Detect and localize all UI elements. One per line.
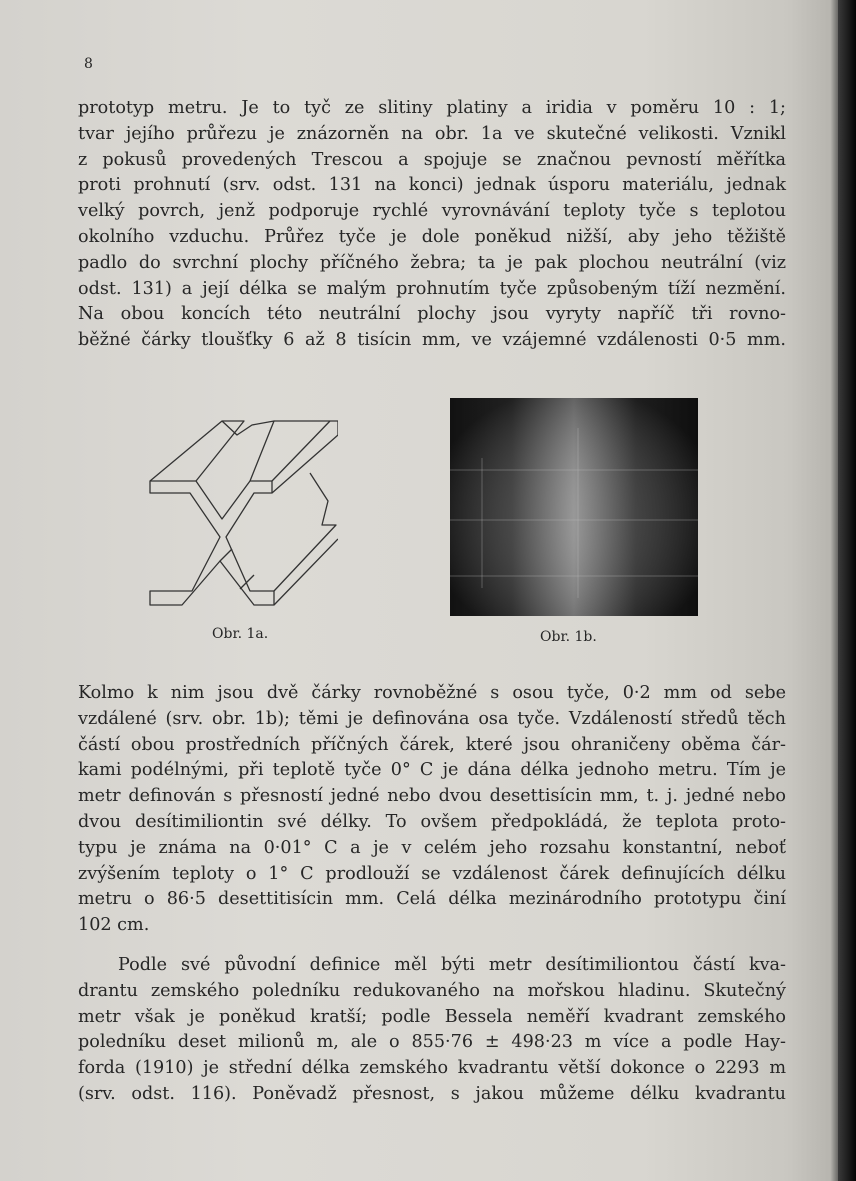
text-line: Kolmo k nim jsou dvě čárky rovnoběžné s osou tyče, 0·2 mm od sebe <box>78 683 786 703</box>
text-line: metru o 86·5 desettitisícin mm. Celá délka mezinárodního prototypu činí <box>78 889 786 910</box>
text-line: forda (1910) je střední délka zemského kvadrantu větší dokonce o 2293 m <box>78 1058 786 1079</box>
text-line: částí obou prostředních příčných čárek, které jsou ohraničeny oběma čár- <box>78 734 786 755</box>
text-line: drantu zemského poledníku redukovaného na mořskou hladinu. Skutečný <box>78 980 786 1001</box>
text-line: vzdálené (srv. obr. 1b); těmi je definována osa tyče. Vzdáleností středů těch <box>78 708 786 729</box>
book-spine-shadow <box>838 0 856 1181</box>
meter-marks-photo-figure <box>450 398 698 616</box>
text-line: padlo do svrchní plochy příčného žebra; ta je pak plochou neutrální (viz <box>78 252 786 273</box>
page-number: 8 <box>84 56 93 72</box>
text-line: 102 cm. <box>78 915 150 936</box>
text-line: běžné čárky tloušťky 6 až 8 tisícin mm, ve vzájemné vzdálenosti 0·5 mm. <box>78 330 786 351</box>
text-line: (srv. odst. 116). Poněvadž přesnost, s jakou můžeme délku kvadrantu <box>78 1083 786 1104</box>
text-line: Podle své původní definice měl býti metr desítimiliontou částí kva- <box>118 955 786 975</box>
text-line: proti prohnutí (srv. odst. 131 na konci) jednak úsporu materiálu, jednak <box>78 175 786 196</box>
figure-caption-1b: Obr. 1b. <box>540 629 597 645</box>
paragraph-1 <box>78 96 786 354</box>
figure-caption-1a: Obr. 1a. <box>212 626 269 642</box>
text-line: typu je známa na 0·01° C a je v celém jeho rozsahu konstantní, neboť <box>78 837 786 858</box>
paragraph-3 <box>78 953 786 1108</box>
text-line: Na obou koncích této neutrální plochy jsou vyryty napříč tři rovno- <box>78 304 786 325</box>
text-line: kami podélnými, při teplotě tyče 0° C je dána délka jednoho metru. Tím je <box>78 760 786 781</box>
text-line: okolního vzduchu. Průřez tyče je dole poněkud nižší, aby jeho těžiště <box>78 226 786 247</box>
text-line: odst. 131) a její délka se malým prohnutím tyče způsobeným tíží nezmění. <box>78 278 786 299</box>
text-line: poledníku deset milionů m, ale o 855·76 ± 498·23 m více a podle Hay- <box>78 1032 786 1053</box>
text-line: z pokusů provedených Trescou a spojuje se značnou pevností měřítka <box>78 149 786 170</box>
text-line: metr však je poněkud kratší; podle Bessela neměří kvadrant zemského <box>78 1006 786 1027</box>
text-line: tvar jejího průřezu je znázorněn na obr. 1a ve skutečné velikosti. Vznikl <box>78 123 786 144</box>
paragraph-2 <box>78 681 786 939</box>
text-line: zvýšením teploty o 1° C prodlouží se vzdálenost čárek definujících délku <box>78 863 786 884</box>
text-line: metr definován s přesností jedné nebo dvou desettisícin mm, t. j. jedné nebo <box>78 786 786 807</box>
prototype-cross-section-figure <box>142 415 338 615</box>
text-line: velký povrch, jenž podporuje rychlé vyrovnávání teploty tyče s teplotou <box>78 201 786 222</box>
text-line: dvou desítimiliontin své délky. To ovšem předpokládá, že teplota proto- <box>78 811 786 832</box>
text-line: prototyp metru. Je to tyč ze slitiny platiny a iridia v poměru 10 : 1; <box>78 98 786 118</box>
